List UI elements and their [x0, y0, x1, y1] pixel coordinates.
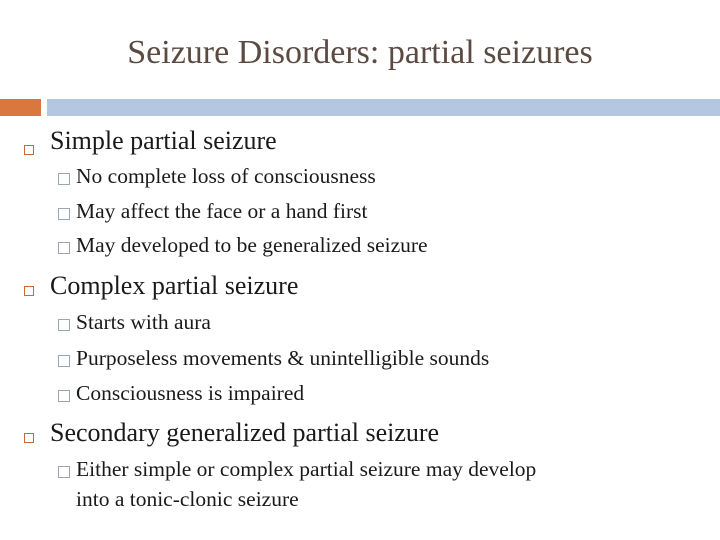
square-bullet-icon	[58, 390, 70, 402]
list-item-text: into a tonic-clonic seizure	[76, 487, 299, 511]
square-bullet-icon	[58, 319, 70, 331]
list-item-text: Either simple or complex partial seizure may develop	[76, 457, 537, 481]
square-bullet-icon	[58, 208, 70, 220]
list-item-text: No complete loss of consciousness	[76, 164, 376, 188]
accent-bar-blue	[47, 99, 720, 116]
section-heading-text: Secondary generalized partial seizure	[50, 418, 440, 447]
square-bullet-icon	[58, 355, 70, 367]
slide-title: Seizure Disorders: partial seizures	[127, 34, 593, 71]
square-bullet-icon	[58, 466, 70, 478]
square-bullet-icon	[24, 286, 34, 296]
section-heading-text: Simple partial seizure	[50, 126, 277, 155]
square-bullet-icon	[58, 242, 70, 254]
square-bullet-icon	[24, 145, 34, 155]
list-item-text: May affect the face or a hand first	[76, 199, 368, 223]
square-bullet-icon	[24, 433, 34, 443]
accent-bar-orange	[0, 99, 41, 116]
square-bullet-icon	[58, 173, 70, 185]
list-item-text: Purposeless movements & unintelligible sounds	[76, 346, 490, 370]
list-item-text: Starts with aura	[76, 310, 211, 334]
list-item-text: May developed to be generalized seizure	[76, 233, 428, 257]
section-heading-text: Complex partial seizure	[50, 271, 299, 300]
list-item-text: Consciousness is impaired	[76, 381, 305, 405]
